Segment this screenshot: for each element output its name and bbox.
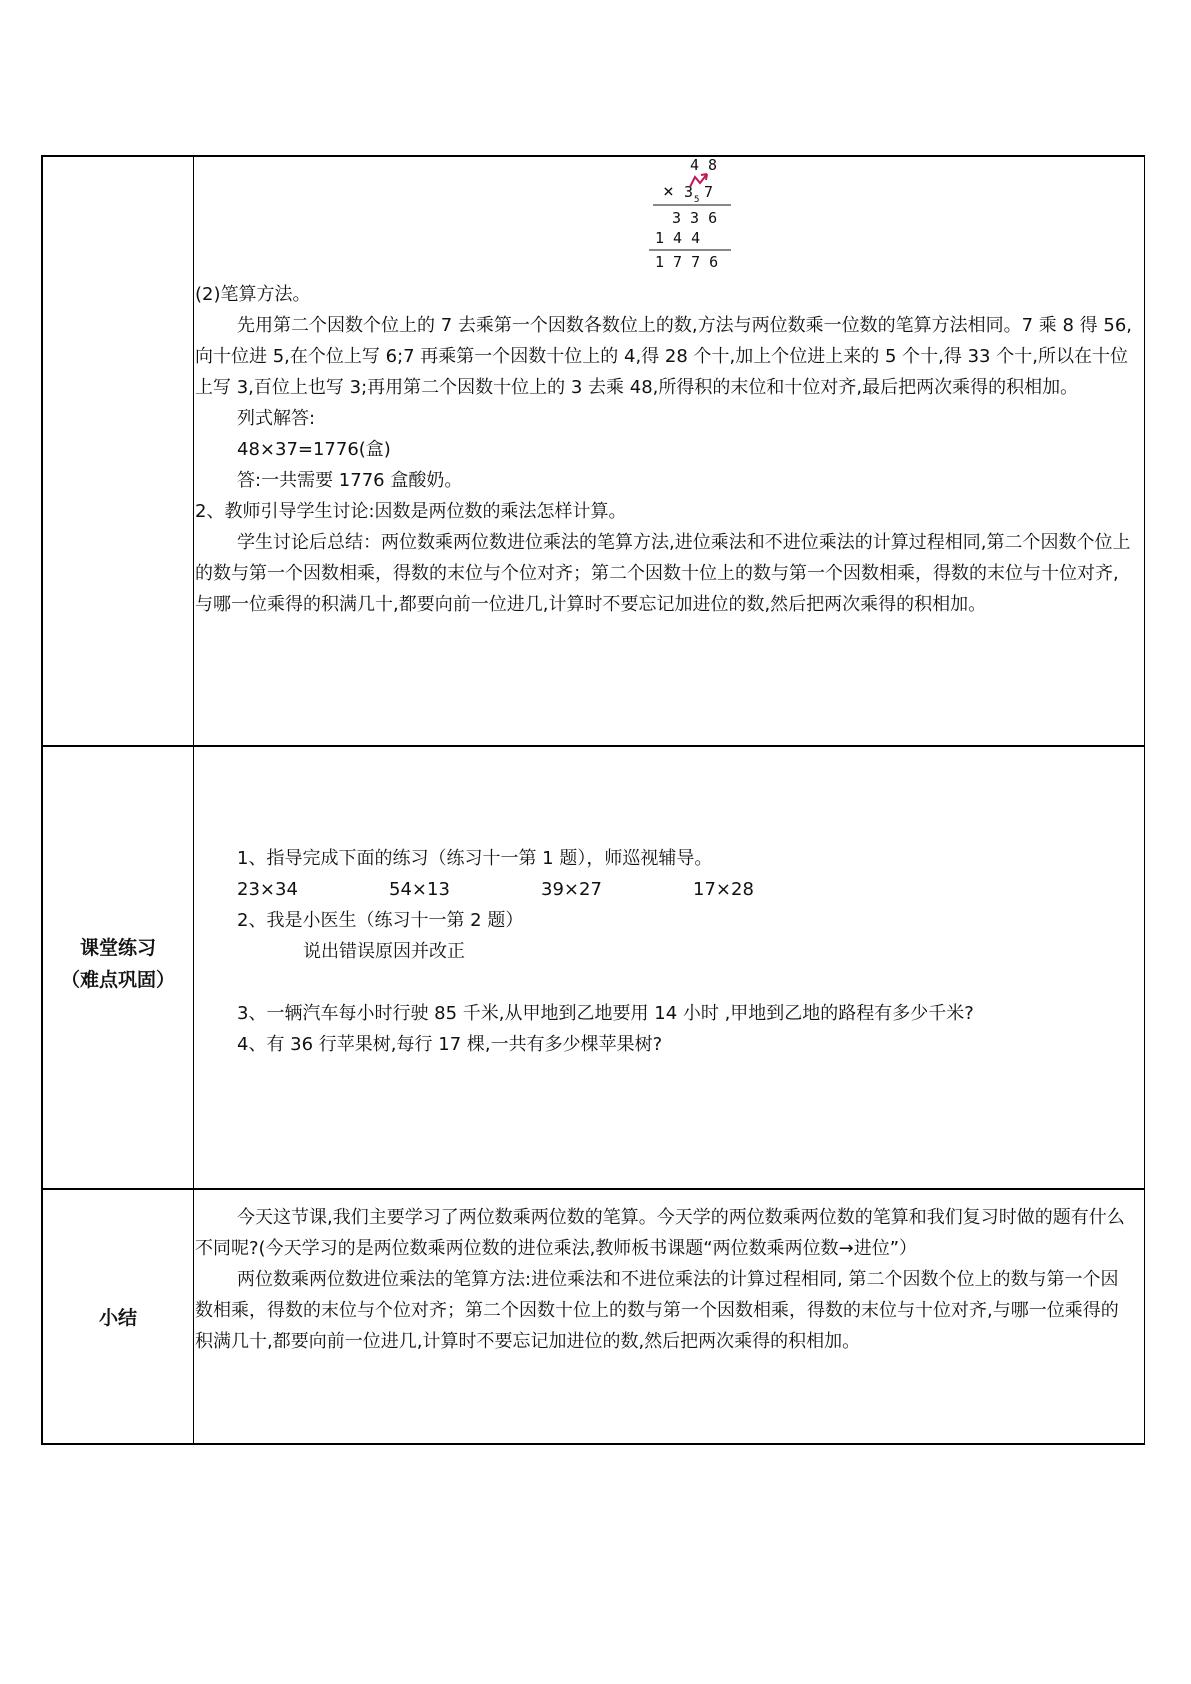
practice-item-2: 2、我是小医生（练习十一第 2 题）: [237, 910, 524, 931]
discussion-summary: 学生讨论后总结：两位数乘两位数进位乘法的笔算方法,进位乘法和不进位乘法的计算过程相同,第二个因数个位上的数与第一个因数相乘，得数的末位与个位对齐；第二个因数十位上的数与第一个因数相乘，得数的末位与十位对齐,与哪一位乘得的积满几十,都要向前一位进几,计算时不要忘记加进位的数,然后把两次乘得的积相加。: [195, 532, 1131, 615]
row-method: [43, 157, 1144, 745]
calc-top: 4 8: [690, 157, 718, 174]
summary-label: 小结: [98, 1307, 137, 1329]
vertical-multiplication: [43, 157, 1147, 287]
method-heading: (2)笔算方法。: [195, 284, 311, 305]
row-practice: [43, 745, 1144, 1188]
discussion-item: 2、教师引导学生讨论:因数是两位数的乘法怎样计算。: [195, 501, 627, 522]
calc-result: 1 7 7 6: [655, 253, 719, 271]
summary-content: [195, 1202, 1136, 1357]
method-content: [195, 279, 1136, 620]
calc-bottom-ones: 7: [704, 183, 714, 201]
calc-partial1: 3 3 6: [672, 209, 718, 227]
row-summary: [43, 1188, 1144, 1445]
exercise-4: 17×28: [693, 879, 754, 900]
exercise-3: 39×27: [541, 879, 602, 900]
method-para: 先用第二个因数个位上的 7 去乘第一个因数各数位上的数,方法与两位数乘一位数的笔算方法相同。7 乘 8 得 56,向十位进 5,在个位上写 6;7 再乘第一个因数十位上的 4,得 28 个十,加上个位进上来的 5 个十,得 33 个十,所以在十位上写 3,百位上也写 3;再用第二个因数十位上的 3 去乘 48,所得积的末位和十位对齐,最后把两次乘得的积相加。: [195, 315, 1133, 398]
solve-label: 列式解答:: [237, 408, 316, 429]
summary-para-1: 今天这节课,我们主要学习了两位数乘两位数的笔算。今天学的两位数乘两位数的笔算和我们复习时做的题有什么不同呢?(今天学习的是两位数乘两位数的进位乘法,教师板书课题“两位数乘两位数→进位”）: [195, 1207, 1125, 1259]
calc-partial2: 1 4 4: [655, 229, 701, 247]
practice-label-line2: （难点巩固）: [60, 969, 175, 991]
practice-item-4: 4、有 36 行苹果树,每行 17 棵,一共有多少棵苹果树?: [237, 1034, 663, 1055]
calc-carry: 5: [694, 195, 700, 205]
calc-mult-sign: ×: [663, 181, 674, 202]
equation: 48×37=1776(盒): [237, 439, 391, 460]
exercise-list: [195, 874, 1136, 905]
practice-content: [195, 843, 1136, 1060]
exercise-2: 54×13: [389, 879, 450, 900]
answer: 答:一共需要 1776 盒酸奶。: [237, 470, 463, 491]
practice-item-2-sub: 说出错误原因并改正: [303, 941, 465, 962]
lesson-table: [41, 155, 1145, 1445]
practice-item-1: 1、指导完成下面的练习（练习十一第 1 题），师巡视辅导。: [237, 848, 713, 869]
carry-arrow-icon: [690, 174, 707, 187]
calc-bottom-tens: 3: [684, 183, 694, 201]
exercise-1: 23×34: [237, 879, 298, 900]
summary-para-2: 两位数乘两位数进位乘法的笔算方法:进位乘法和不进位乘法的计算过程相同, 第二个因数个位上的数与第一个因数相乘，得数的末位与个位对齐；第二个因数十位上的数与第一个因数相乘，得数的末位与十位对齐,与哪一位乘得的积满几十,都要向前一位进几,计算时不要忘记加进位的数,然后把两次乘得的积相加。: [195, 1269, 1119, 1352]
practice-item-3: 3、一辆汽车每小时行驶 85 千米,从甲地到乙地要用 14 小时 ,甲地到乙地的路程有多少千米?: [237, 1003, 974, 1024]
practice-label: [43, 932, 193, 996]
practice-label-line1: 课堂练习: [79, 937, 156, 959]
